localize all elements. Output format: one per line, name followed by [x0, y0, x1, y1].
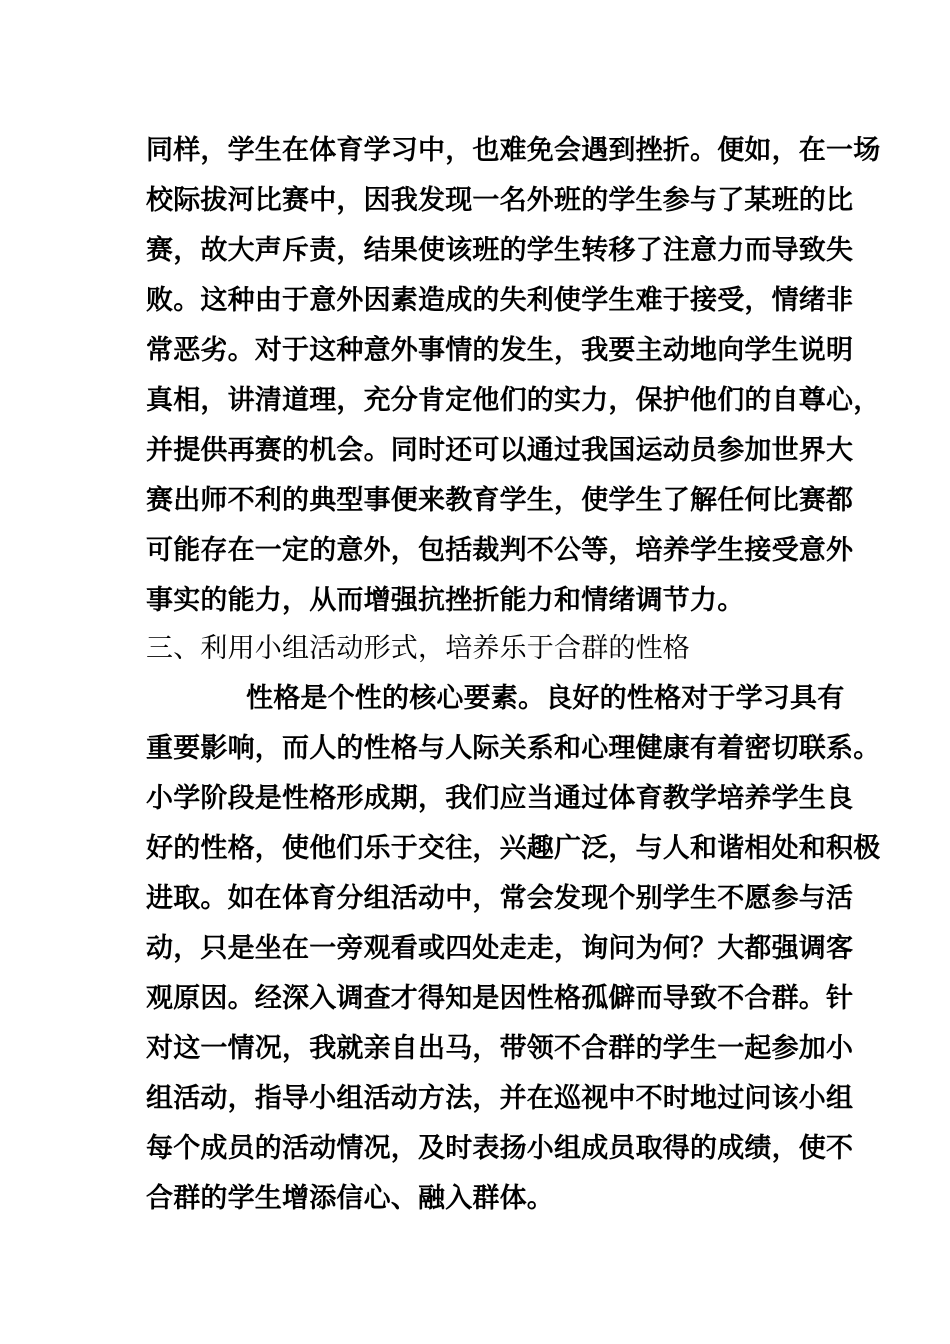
- body-text-line: 同样，学生在体育学习中，也难免会遇到挫折。便如，在一场: [146, 135, 881, 166]
- body-text-line: 好的性格，使他们乐于交往，兴趣广泛，与人和谐相处和积极: [146, 833, 881, 864]
- body-text-line: 每个成员的活动情况，及时表扬小组成员取得的成绩，使不: [146, 1133, 854, 1164]
- body-text-line: 校际拔河比赛中，因我发现一名外班的学生参与了某班的比: [146, 185, 854, 216]
- body-text-line: 组活动，指导小组活动方法，并在巡视中不时地过问该小组: [146, 1083, 854, 1114]
- body-text-line: 进取。如在体育分组活动中，常会发现个别学生不愿参与活: [146, 883, 854, 914]
- body-text-line: 常恶劣。对于这种意外事情的发生，我要主动地向学生说明: [146, 335, 854, 366]
- body-text-line: 可能存在一定的意外，包括裁判不公等，培养学生接受意外: [146, 535, 854, 566]
- body-text-line: 并提供再赛的机会。同时还可以通过我国运动员参加世界大: [146, 435, 854, 466]
- body-text-line: 对这一情况，我就亲自出马，带领不合群的学生一起参加小: [146, 1033, 854, 1064]
- body-text-line: 赛，故大声斥责，结果使该班的学生转移了注意力而导致失: [146, 235, 854, 266]
- body-text-line: 败。这种由于意外因素造成的失利使学生难于接受，情绪非: [146, 285, 854, 316]
- body-text-line: 性格是个性的核心要素。良好的性格对于学习具有: [246, 683, 845, 714]
- section-heading: 三、利用小组活动形式，培养乐于合群的性格: [146, 633, 690, 664]
- body-text-line: 动，只是坐在一旁观看或四处走走，询问为何？大都强调客: [146, 933, 854, 964]
- body-text-line: 小学阶段是性格形成期，我们应当通过体育教学培养学生良: [146, 783, 854, 814]
- body-text-line: 事实的能力，从而增强抗挫折能力和情绪调节力。: [146, 585, 745, 616]
- body-text-line: 赛出师不利的典型事便来教育学生，使学生了解任何比赛都: [146, 485, 854, 516]
- body-text-line: 重要影响，而人的性格与人际关系和心理健康有着密切联系。: [146, 733, 881, 764]
- body-text-line: 观原因。经深入调查才得知是因性格孤僻而导致不合群。针: [146, 983, 854, 1014]
- body-text-line: 真相，讲清道理，充分肯定他们的实力，保护他们的自尊心，: [146, 385, 881, 416]
- body-text-line: 合群的学生增添信心、融入群体。: [146, 1183, 554, 1214]
